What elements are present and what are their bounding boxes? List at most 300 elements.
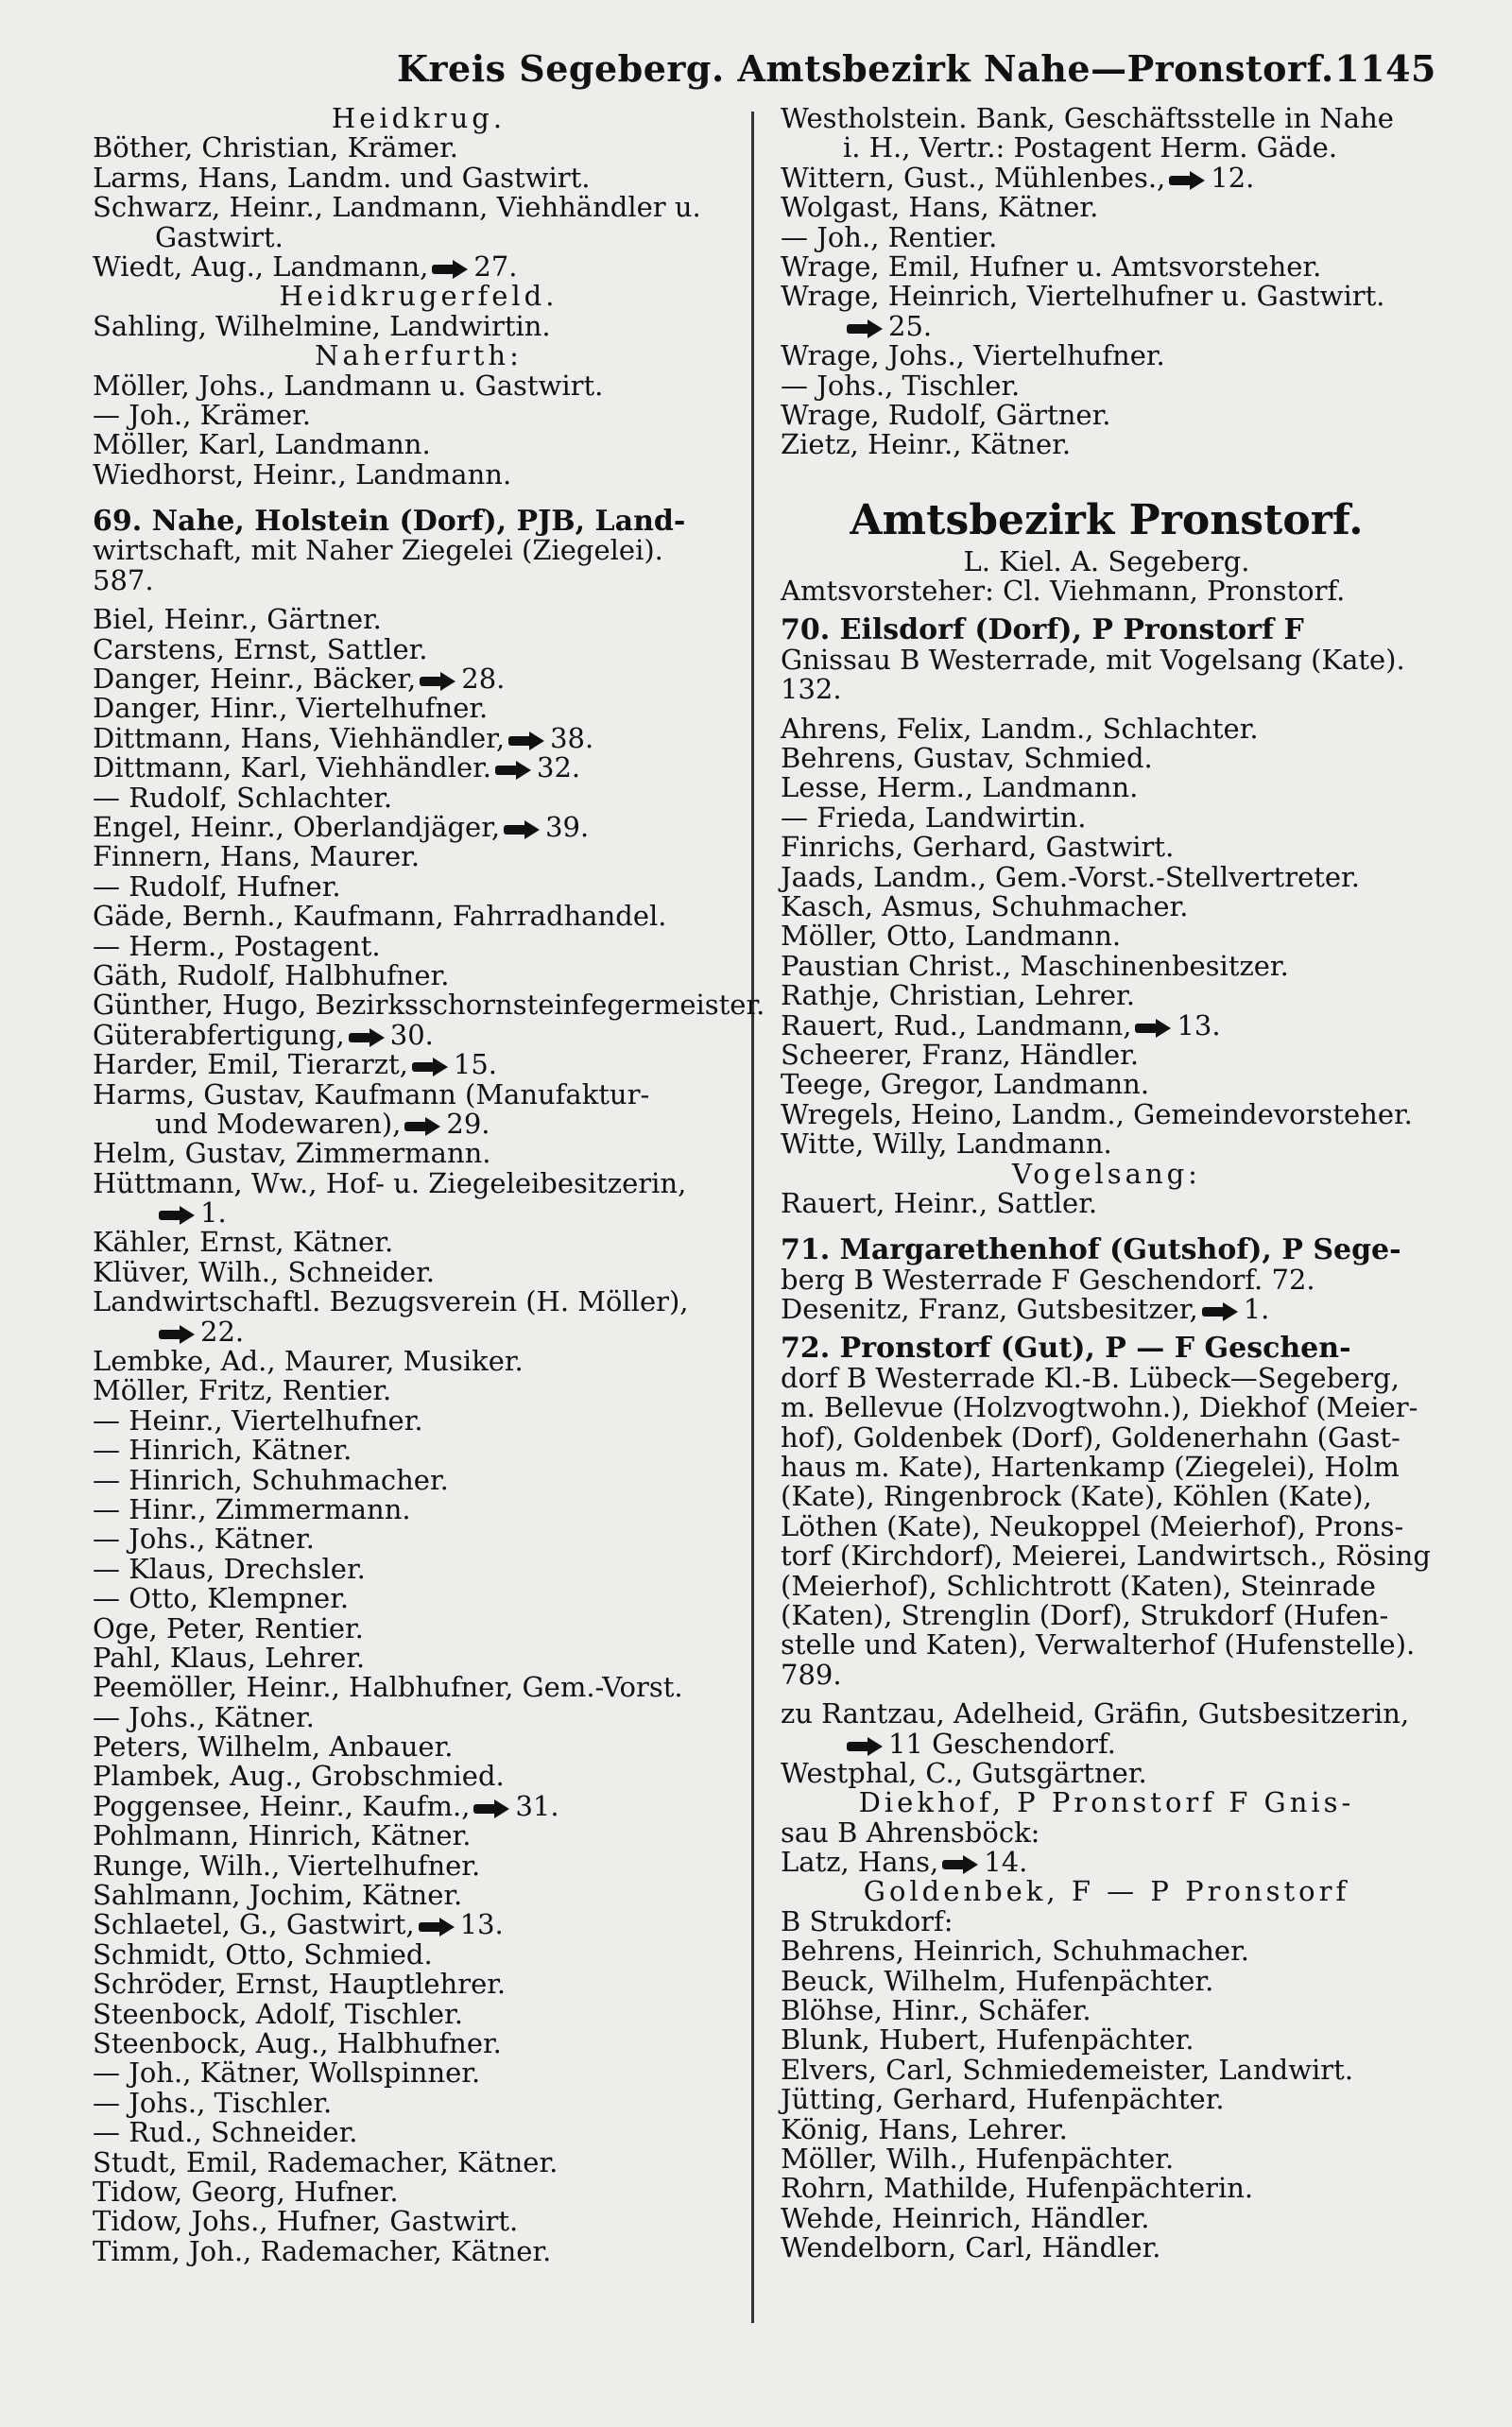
entry-text: Elvers, Carl, Schmiedemeister, Landwirt. — [781, 2053, 1354, 2086]
list-item — [781, 949, 1433, 982]
telephone-number: 31. — [515, 1789, 559, 1822]
entry-text: (Meierhof), Schlichtrott (Katen), Steinrade — [781, 1569, 1376, 1602]
list-item — [781, 1393, 1433, 1422]
entry-text: Wendelborn, Carl, Händler. — [781, 2231, 1161, 2264]
entry-text: Zietz, Heinr., Kätner. — [781, 428, 1072, 461]
entry-text: Gäde, Bernh., Kaufmann, Fahrradhandel. — [93, 900, 667, 933]
telephone-hand-icon — [847, 1737, 885, 1754]
entry-text: Lesse, Herm., Landmann. — [781, 771, 1139, 804]
telephone-hand-icon — [1135, 1019, 1173, 1036]
entry-text: Peters, Wilhelm, Anbauer. — [93, 1730, 454, 1764]
place-heading — [93, 341, 745, 370]
entry-text: — Hinrich, Schuhmacher. — [93, 1463, 449, 1496]
entry-text: Wregels, Heino, Landm., Gemeindevorsteher. — [781, 1097, 1413, 1130]
entry-heading — [781, 1332, 1433, 1366]
entry-text: 69. Nahe, Holstein (Dorf), PJB, Land- — [93, 505, 686, 539]
list-item — [93, 1524, 745, 1554]
list-item — [781, 2233, 1433, 2263]
list-item — [93, 1821, 745, 1850]
list-item — [781, 981, 1433, 1010]
entry-text: Wrage, Emil, Hufner u. Amtsvorsteher. — [781, 250, 1322, 283]
list-item — [781, 252, 1433, 282]
list-item — [781, 161, 1433, 194]
entry-text: — Rudolf, Hufner. — [93, 869, 341, 903]
list-item — [93, 632, 745, 665]
list-item — [781, 1756, 1433, 1789]
list-item — [93, 1881, 745, 1910]
telephone-number: 28. — [461, 663, 506, 696]
list-item — [781, 371, 1433, 401]
entry-text: wirtschaft, mit Naher Ziegelei (Ziegelei). — [93, 534, 663, 567]
list-item — [781, 2144, 1433, 2174]
entry-text: Heidkrug. — [331, 102, 507, 134]
entry-text: Wrage, Rudolf, Gärtner. — [781, 398, 1111, 431]
entry-text: Vogelsang: — [1012, 1157, 1201, 1190]
list-item — [781, 1482, 1433, 1511]
entry-text: Güterabfertigung, — [93, 1018, 345, 1051]
telephone-hand-icon — [473, 1799, 511, 1816]
telephone-number: 1. — [1243, 1293, 1270, 1326]
list-item — [781, 889, 1433, 922]
list-item — [93, 371, 745, 401]
list-item — [93, 430, 745, 459]
telephone-number: 13. — [1177, 1008, 1221, 1041]
entry-text: torf (Kirchdorf), Meierei, Landwirtsch., Rösing — [781, 1540, 1431, 1573]
entry-text: Finrichs, Gerhard, Gastwirt. — [781, 831, 1175, 864]
entry-text: — Joh., Rentier. — [781, 220, 998, 253]
entry-text: Günther, Hugo, Bezirksschornsteinfegermeister. — [93, 989, 765, 1022]
entry-text: Rathje, Christian, Lehrer. — [781, 979, 1135, 1012]
telephone-hand-icon — [847, 319, 885, 336]
list-item — [781, 341, 1433, 370]
list-item — [781, 1818, 1433, 1848]
list-item — [93, 1910, 745, 1939]
list-item — [781, 2085, 1433, 2114]
telephone-number: 39. — [545, 810, 590, 843]
entry-text: 789. — [781, 1658, 842, 1691]
list-item — [781, 1265, 1433, 1295]
entry-text: Löthen (Kate), Neukoppel (Meierhof), Prons- — [781, 1509, 1404, 1542]
entry-text: — Frieda, Landwirtin. — [781, 800, 1087, 834]
list-item — [781, 744, 1433, 773]
entry-text: Sahling, Wilhelmine, Landwirtin. — [93, 309, 551, 342]
entry-text: Gnissau B Westerrade, mit Vogelsang (Kate). — [781, 643, 1405, 676]
list-item — [93, 958, 745, 991]
list-item — [781, 2112, 1433, 2145]
list-item — [93, 1166, 745, 1199]
entry-text: Naherfurth: — [315, 339, 523, 372]
list-item — [93, 2029, 745, 2058]
list-item — [781, 860, 1433, 893]
entry-text: 72. Pronstorf (Gut), P — F Geschen- — [781, 1332, 1351, 1366]
list-item — [93, 1700, 745, 1733]
entry-text: 70. Eilsdorf (Dorf), P Pronstorf F — [781, 613, 1304, 647]
list-item — [93, 1463, 745, 1496]
telephone-number: 15. — [453, 1048, 498, 1081]
entry-text: (Kate), Ringenbrock (Kate), Köhlen (Kate), — [781, 1480, 1372, 1513]
list-item — [93, 161, 745, 194]
telephone-number: 12. — [1211, 161, 1255, 194]
entry-text: Behrens, Gustav, Schmied. — [781, 742, 1153, 775]
entry-text: Witte, Willy, Landmann. — [781, 1127, 1112, 1161]
entry-text: Latz, Hans, — [781, 1846, 939, 1879]
entry-text: Tidow, Johs., Hufner, Gastwirt. — [93, 2205, 519, 2238]
place-heading — [93, 282, 745, 311]
telephone-hand-icon — [495, 761, 533, 778]
list-item — [93, 1376, 745, 1405]
telephone-hand-icon — [508, 732, 546, 749]
telephone-number: 1. — [200, 1196, 227, 1230]
list-item — [781, 645, 1433, 675]
list-item — [781, 1186, 1433, 1219]
list-item — [781, 1420, 1433, 1454]
list-item — [93, 753, 745, 783]
telephone-hand-icon — [159, 1206, 197, 1223]
entry-text: Schwarz, Heinr., Landmann, Viehhändler u. — [93, 191, 701, 224]
entry-text: Helm, Gustav, Zimmermann. — [93, 1137, 491, 1170]
list-item — [781, 398, 1433, 431]
entry-text: Poggensee, Heinr., Kaufm., — [93, 1789, 471, 1822]
entry-text: Wolgast, Hans, Kätner. — [781, 191, 1099, 224]
entry-text: Blunk, Hubert, Hufenpächter. — [781, 2023, 1194, 2057]
entry-text: 11 Geschendorf. — [888, 1727, 1116, 1760]
telephone-hand-icon — [1169, 171, 1207, 188]
entry-text: Plambek, Aug., Grobschmied. — [93, 1760, 505, 1793]
list-item — [781, 1361, 1433, 1394]
list-item — [93, 1552, 745, 1585]
list-item — [93, 1228, 745, 1257]
entry-text: Wittern, Gust., Mühlenbes., — [781, 161, 1166, 194]
entry-text: berg B Westerrade F Geschendorf. 72. — [781, 1263, 1315, 1296]
entry-text: Möller, Karl, Landmann. — [93, 428, 431, 461]
page-number: 1145 — [1334, 47, 1436, 90]
list-item — [93, 783, 745, 813]
entry-text: Gastwirt. — [155, 220, 284, 253]
list-item — [93, 1287, 745, 1317]
entry-text: zu Rantzau, Adelheid, Gräfin, Gutsbesitzerin, — [781, 1697, 1410, 1730]
list-item — [93, 1139, 745, 1168]
list-item — [93, 1347, 745, 1376]
list-item — [93, 1970, 745, 1999]
list-item — [781, 1070, 1433, 1099]
list-item — [93, 810, 745, 843]
entry-text: Möller, Otto, Landmann. — [781, 920, 1122, 953]
entry-text: Möller, Wilh., Hufenpächter. — [781, 2143, 1175, 2175]
list-item — [781, 1569, 1433, 1602]
entry-text: Sahlmann, Jochim, Kätner. — [93, 1879, 463, 1912]
list-item — [93, 252, 745, 282]
entry-text: stelle und Katen), Verwalterhof (Hufenstelle). — [781, 1628, 1416, 1661]
entry-text: Carstens, Ernst, Sattler. — [93, 632, 428, 665]
entry-text: Amtsbezirk Pronstorf. — [850, 495, 1364, 544]
telephone-number: 13. — [459, 1908, 504, 1941]
list-item — [93, 1673, 745, 1702]
list-item — [93, 2118, 745, 2147]
list-item — [781, 1038, 1433, 1071]
entry-text: Hüttmann, Ww., Hof- u. Ziegeleibesitzerin, — [93, 1166, 687, 1199]
list-item — [781, 1509, 1433, 1542]
telephone-number: 29. — [446, 1107, 490, 1140]
list-item — [93, 1611, 745, 1644]
entry-text: L. Kiel. A. Segeberg. — [963, 544, 1250, 577]
entry-text: hof), Goldenbek (Dorf), Goldenerhahn (Gast- — [781, 1420, 1400, 1454]
entry-text: Pahl, Klaus, Lehrer. — [93, 1641, 366, 1674]
list-item — [93, 989, 765, 1022]
entry-text: Harms, Gustav, Kaufmann (Manufaktur- — [93, 1077, 650, 1110]
telephone-hand-icon — [420, 672, 457, 689]
entry-text: Wehde, Heinrich, Händler. — [781, 2201, 1150, 2234]
entry-text: Jütting, Gerhard, Hufenpächter. — [781, 2083, 1225, 2116]
entry-text: Ahrens, Felix, Landm., Schlachter. — [781, 712, 1259, 745]
entry-text: Timm, Joh., Rademacher, Kätner. — [93, 2234, 552, 2267]
list-item — [781, 2174, 1433, 2203]
entry-text: Klüver, Wilh., Schneider. — [93, 1255, 435, 1288]
list-item — [781, 1936, 1433, 1966]
list-item — [93, 1255, 745, 1288]
list-item — [93, 398, 745, 431]
list-item — [93, 1107, 745, 1140]
entry-text: Gäth, Rudolf, Halbhufner. — [93, 958, 450, 991]
entry-text: — Hinrich, Kätner. — [93, 1434, 352, 1467]
list-item — [93, 1584, 745, 1613]
entry-text: dorf B Westerrade Kl.-B. Lübeck—Segeberg, — [781, 1361, 1400, 1394]
entry-text: — Otto, Klempner. — [93, 1582, 350, 1615]
telephone-hand-icon — [942, 1855, 980, 1872]
list-item — [93, 2207, 745, 2236]
list-item — [781, 133, 1433, 163]
list-item — [781, 1996, 1433, 2025]
entry-text: — Johs., Tischler. — [781, 369, 1021, 402]
entry-text: Teege, Gregor, Landmann. — [781, 1068, 1150, 1101]
entry-text: Heidkrugerfeld. — [279, 280, 558, 313]
entry-text: Lembke, Ad., Maurer, Musiker. — [93, 1345, 524, 1378]
entry-text: m. Bellevue (Holzvogtwohn.), Diekhof (Meier- — [781, 1391, 1418, 1424]
list-item — [93, 694, 745, 723]
list-item — [781, 921, 1433, 951]
list-item — [93, 1077, 745, 1110]
list-item — [781, 282, 1433, 311]
entry-text: Rauert, Heinr., Sattler. — [781, 1186, 1098, 1219]
list-item — [93, 457, 745, 491]
entry-text: Möller, Fritz, Rentier. — [93, 1374, 392, 1407]
entry-text: — Johs., Kätner. — [93, 1523, 315, 1556]
list-item — [781, 800, 1433, 834]
entry-text: — Rudolf, Schlachter. — [93, 781, 393, 814]
list-item — [93, 902, 745, 931]
list-item — [93, 1018, 745, 1051]
entry-text: Schlaetel, G., Gastwirt, — [93, 1908, 415, 1941]
list-item — [781, 833, 1433, 862]
list-item — [781, 430, 1433, 459]
entry-text: — Johs., Tischler. — [93, 2086, 333, 2119]
telephone-number: 30. — [389, 1018, 434, 1051]
list-item — [93, 1050, 745, 1079]
entry-text: haus m. Kate), Hartenkamp (Ziegelei), Holm — [781, 1451, 1400, 1484]
entry-text: und Modewaren), — [155, 1107, 402, 1140]
entry-text: Runge, Wilh., Viertelhufner. — [93, 1849, 481, 1882]
list-item — [93, 133, 745, 163]
list-item — [93, 1937, 745, 1971]
list-item — [93, 869, 745, 903]
list-item — [781, 577, 1433, 606]
list-item — [781, 1658, 1433, 1691]
list-item — [93, 536, 745, 565]
entry-text: Danger, Heinr., Bäcker, — [93, 663, 417, 696]
list-item — [781, 104, 1433, 133]
page-title: Kreis Segeberg. Amtsbezirk Nahe—Pronstorf. — [397, 47, 1334, 90]
entry-text: Goldenbek, F — P Pronstorf — [863, 1875, 1350, 1908]
list-item — [781, 714, 1433, 744]
list-item — [93, 1762, 745, 1791]
entry-text: — Joh., Kätner, Wollspinner. — [93, 2057, 481, 2090]
entry-text: Amtsvorsteher: Cl. Viehmann, Pronstorf. — [781, 575, 1346, 608]
list-item — [93, 1732, 745, 1762]
list-item — [93, 2145, 745, 2178]
entry-text: Finnern, Hans, Maurer. — [93, 840, 421, 873]
list-item — [781, 1598, 1433, 1631]
entry-text: Wrage, Heinrich, Viertelhufner u. Gastwirt. — [781, 280, 1385, 313]
entry-text: Kasch, Asmus, Schuhmacher. — [781, 889, 1189, 922]
list-item — [93, 193, 745, 222]
list-item — [93, 1198, 745, 1228]
entry-text: Dittmann, Hans, Viehhändler, — [93, 721, 506, 754]
entry-heading — [93, 505, 745, 539]
list-item — [781, 1008, 1433, 1041]
entry-text: Biel, Heinr., Gärtner. — [93, 603, 382, 636]
telephone-number: 38. — [550, 721, 594, 754]
entry-text: Steenbock, Adolf, Tischler. — [93, 1997, 463, 2030]
column-divider — [751, 112, 754, 2323]
list-item — [781, 675, 1433, 704]
entry-text: Danger, Hinr., Viertelhufner. — [93, 692, 489, 725]
entry-text: Paustian Christ., Maschinenbesitzer. — [781, 949, 1289, 982]
entry-text: Larms, Hans, Landm. und Gastwirt. — [93, 161, 591, 194]
list-item — [93, 220, 745, 253]
telephone-number: 32. — [537, 751, 581, 784]
telephone-number: 27. — [473, 250, 518, 283]
list-item — [781, 309, 1433, 342]
list-item — [781, 1630, 1433, 1660]
list-item — [93, 1997, 745, 2030]
entry-text: Landwirtschaftl. Bezugsverein (H. Möller), — [93, 1285, 689, 1318]
entry-text: sau B Ahrensböck: — [781, 1816, 1040, 1849]
entry-text: Rohrn, Mathilde, Hufenpächterin. — [781, 2172, 1254, 2205]
entry-text: Desenitz, Franz, Gutsbesitzer, — [781, 1293, 1198, 1326]
place-heading — [781, 1788, 1433, 1817]
entry-text: Tidow, Georg, Hufner. — [93, 2175, 399, 2208]
entry-text: — Klaus, Drechsler. — [93, 1552, 366, 1585]
telephone-hand-icon — [159, 1325, 197, 1342]
telephone-hand-icon — [504, 820, 541, 837]
entry-text: König, Hans, Lehrer. — [781, 2112, 1068, 2145]
entry-text: Rauert, Rud., Landmann, — [781, 1008, 1132, 1041]
list-item — [93, 2086, 745, 2119]
list-item — [781, 1904, 1433, 1937]
telephone-hand-icon — [432, 260, 470, 277]
entry-text: Dittmann, Karl, Viehhändler. — [93, 751, 492, 784]
list-item — [93, 563, 745, 596]
list-item — [93, 842, 745, 871]
list-item — [93, 605, 745, 634]
list-item — [781, 773, 1433, 802]
entry-text: 587. — [93, 563, 154, 596]
entry-text: Peemöller, Heinr., Halbhufner, Gem.-Vorst. — [93, 1671, 683, 1704]
entry-text: — Rud., Schneider. — [93, 2116, 358, 2149]
list-item — [93, 1317, 745, 1347]
left-column — [93, 102, 765, 2267]
entry-text: Beuck, Wilhelm, Hufenpächter. — [781, 1964, 1214, 1997]
place-heading — [781, 1157, 1433, 1190]
list-item — [781, 1699, 1433, 1729]
right-column — [781, 104, 1433, 2263]
telephone-hand-icon — [1202, 1302, 1240, 1319]
entry-text: Böther, Christian, Krämer. — [93, 131, 458, 164]
entry-text: — Hinr., Zimmermann. — [93, 1492, 411, 1525]
list-item — [781, 1129, 1433, 1159]
list-item — [93, 721, 745, 754]
list-item — [93, 929, 745, 962]
entry-heading — [781, 1235, 1433, 1265]
telephone-number: 14. — [984, 1846, 1028, 1879]
entry-text: Schröder, Ernst, Hauptlehrer. — [93, 1968, 507, 2001]
list-item — [781, 1541, 1433, 1571]
entry-text: Wiedhorst, Heinr., Landmann. — [93, 457, 512, 491]
list-item — [781, 2025, 1433, 2055]
entry-text: Wrage, Johs., Viertelhufner. — [781, 339, 1165, 372]
place-heading — [93, 104, 745, 133]
list-item — [93, 664, 745, 694]
entry-text: 132. — [781, 673, 842, 706]
entry-text: Kähler, Ernst, Kätner. — [93, 1226, 394, 1259]
entry-text: — Joh., Krämer. — [93, 398, 312, 431]
page-header — [57, 38, 1436, 95]
entry-text: Engel, Heinr., Oberlandjäger, — [93, 810, 501, 843]
entry-text: Jaads, Landm., Gem.-Vorst.-Stellvertreter. — [781, 860, 1360, 893]
entry-text: Westholstein. Bank, Geschäftsstelle in Nahe — [781, 102, 1394, 134]
spacer — [781, 477, 1433, 494]
entry-text: (Katen), Strenglin (Dorf), Strukdorf (Hufen- — [781, 1598, 1389, 1631]
entry-text: Studt, Emil, Rademacher, Kätner. — [93, 2145, 558, 2178]
list-item — [93, 1789, 745, 1822]
entry-text: Steenbock, Aug., Halbhufner. — [93, 2027, 502, 2059]
entry-text: i. H., Vertr.: Postagent Herm. Gäde. — [843, 131, 1338, 164]
entry-text: Wiedt, Aug., Landmann, — [93, 250, 429, 283]
entry-text: Harder, Emil, Tierarzt, — [93, 1048, 408, 1081]
telephone-hand-icon — [419, 1918, 456, 1935]
list-item — [93, 2177, 745, 2207]
list-item — [781, 1295, 1433, 1324]
entry-text: Scheerer, Franz, Händler. — [781, 1038, 1140, 1071]
section-title — [781, 494, 1433, 547]
entry-text: Schmidt, Otto, Schmied. — [93, 1937, 433, 1971]
entry-text: 71. Margarethenhof (Gutshof), P Sege- — [781, 1233, 1401, 1267]
list-item — [93, 1436, 745, 1465]
list-item — [781, 193, 1433, 222]
list-item — [781, 1848, 1433, 1877]
entry-text: Westphal, C., Gutsgärtner. — [781, 1756, 1147, 1789]
list-item — [93, 309, 745, 342]
list-item — [781, 2053, 1433, 2086]
entry-text: — Heinr., Viertelhufner. — [93, 1403, 423, 1437]
telephone-number: 22. — [200, 1315, 245, 1348]
list-item — [781, 544, 1433, 577]
list-item — [781, 1453, 1433, 1482]
entry-text: — Johs., Kätner. — [93, 1700, 315, 1733]
list-item — [781, 2201, 1433, 2234]
list-item — [93, 1403, 745, 1437]
entry-text: Diekhof, P Pronstorf F Gnis- — [858, 1786, 1355, 1819]
entry-text: Oge, Peter, Rentier. — [93, 1611, 364, 1644]
